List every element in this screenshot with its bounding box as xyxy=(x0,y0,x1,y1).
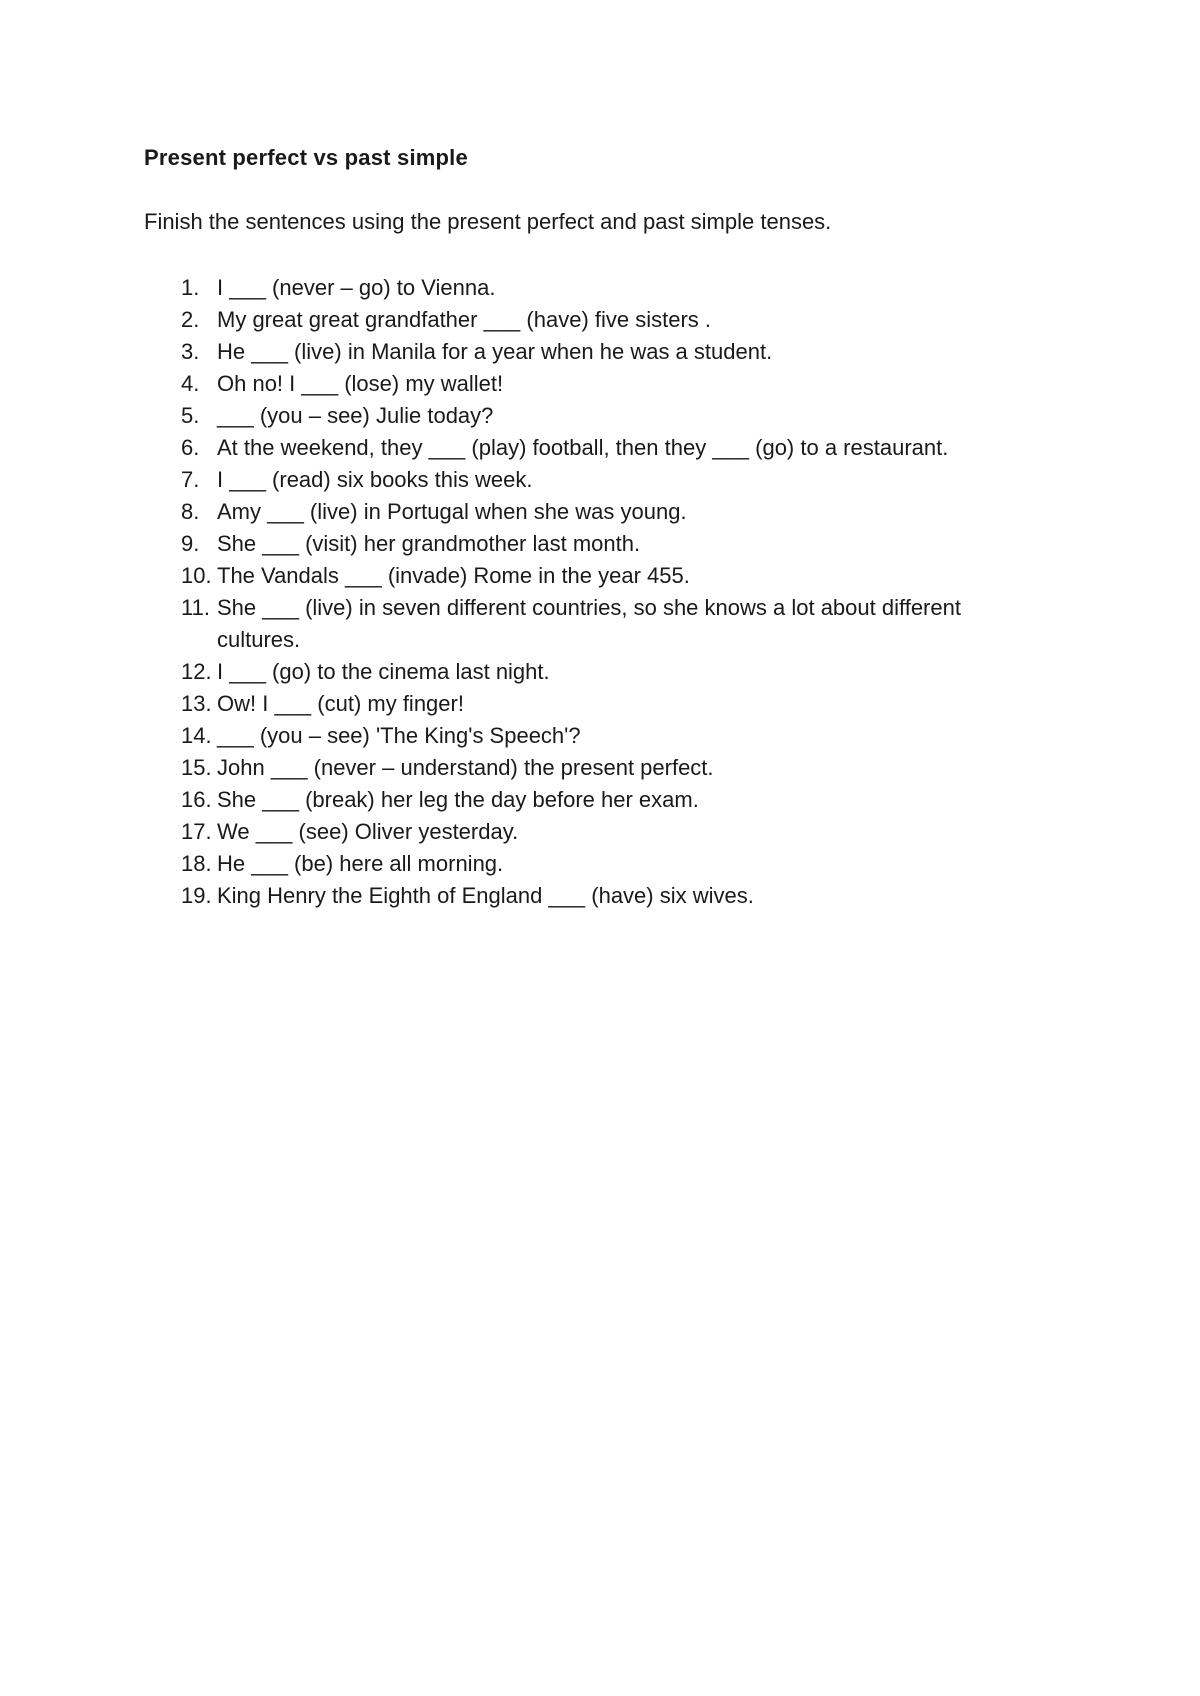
exercise-item xyxy=(144,784,1044,816)
exercise-item-text: ___ (you – see) Julie today? xyxy=(217,403,494,428)
exercise-item-number: 6. xyxy=(181,435,200,460)
exercise-item-text: We ___ (see) Oliver yesterday. xyxy=(217,819,519,844)
exercise-item xyxy=(144,688,1044,720)
worksheet-title: Present perfect vs past simple xyxy=(144,145,468,170)
exercise-item-number: 10. xyxy=(181,563,212,588)
exercise-item-number: 18. xyxy=(181,851,212,876)
exercise-item-text: He ___ (be) here all morning. xyxy=(217,851,504,876)
exercise-item-number: 14. xyxy=(181,723,212,748)
exercise-item xyxy=(144,304,1044,336)
exercise-item xyxy=(144,560,1044,592)
exercise-item xyxy=(144,880,1044,912)
exercise-item-text: The Vandals ___ (invade) Rome in the year 455. xyxy=(217,563,690,588)
exercise-item-number: 5. xyxy=(181,403,200,428)
exercise-item xyxy=(144,720,1044,752)
exercise-item-text: She ___ (visit) her grandmother last month. xyxy=(217,531,641,556)
exercise-item xyxy=(144,272,1044,304)
exercise-item-text: She ___ (live) in seven different countries, so she knows a lot about different cultures. xyxy=(217,595,961,652)
exercise-item-text: Ow! I ___ (cut) my finger! xyxy=(217,691,464,716)
exercise-item-text: John ___ (never – understand) the present perfect. xyxy=(217,755,714,780)
exercise-item-text: My great great grandfather ___ (have) five sisters . xyxy=(217,307,712,332)
exercise-item-text: He ___ (live) in Manila for a year when he was a student. xyxy=(217,339,773,364)
exercise-item xyxy=(144,656,1044,688)
exercise-item-number: 7. xyxy=(181,467,200,492)
exercise-item xyxy=(144,528,1044,560)
exercise-item-text: King Henry the Eighth of England ___ (have) six wives. xyxy=(217,883,754,908)
exercise-item xyxy=(144,368,1044,400)
exercise-item-text: She ___ (break) her leg the day before her exam. xyxy=(217,787,699,812)
exercise-item xyxy=(144,336,1044,368)
exercise-list xyxy=(144,272,1044,912)
exercise-item-text: ___ (you – see) 'The King's Speech'? xyxy=(217,723,581,748)
exercise-item-number: 9. xyxy=(181,531,200,556)
exercise-item-number: 4. xyxy=(181,371,200,396)
exercise-item-text: I ___ (read) six books this week. xyxy=(217,467,533,492)
exercise-item xyxy=(144,752,1044,784)
exercise-item-number: 17. xyxy=(181,819,212,844)
exercise-item xyxy=(144,400,1044,432)
exercise-item-number: 2. xyxy=(181,307,200,332)
exercise-item-number: 16. xyxy=(181,787,212,812)
exercise-item-number: 3. xyxy=(181,339,200,364)
exercise-item-text: Oh no! I ___ (lose) my wallet! xyxy=(217,371,504,396)
exercise-item xyxy=(144,816,1044,848)
exercise-item-number: 1. xyxy=(181,275,200,300)
worksheet-instructions: Finish the sentences using the present perfect and past simple tenses. xyxy=(144,209,832,234)
exercise-item-number: 13. xyxy=(181,691,212,716)
exercise-item-number: 15. xyxy=(181,755,212,780)
exercise-item xyxy=(144,592,1044,656)
exercise-item xyxy=(144,432,1044,464)
exercise-item xyxy=(144,496,1044,528)
exercise-item-number: 12. xyxy=(181,659,212,684)
exercise-item-text: At the weekend, they ___ (play) football, then they ___ (go) to a restaurant. xyxy=(217,435,949,460)
exercise-item-number: 8. xyxy=(181,499,200,524)
exercise-item-text: I ___ (go) to the cinema last night. xyxy=(217,659,550,684)
exercise-item xyxy=(144,848,1044,880)
exercise-item-number: 11. xyxy=(181,595,210,620)
exercise-item-text: I ___ (never – go) to Vienna. xyxy=(217,275,496,300)
exercise-item-number: 19. xyxy=(181,883,212,908)
exercise-item-text: Amy ___ (live) in Portugal when she was young. xyxy=(217,499,687,524)
exercise-item xyxy=(144,464,1044,496)
